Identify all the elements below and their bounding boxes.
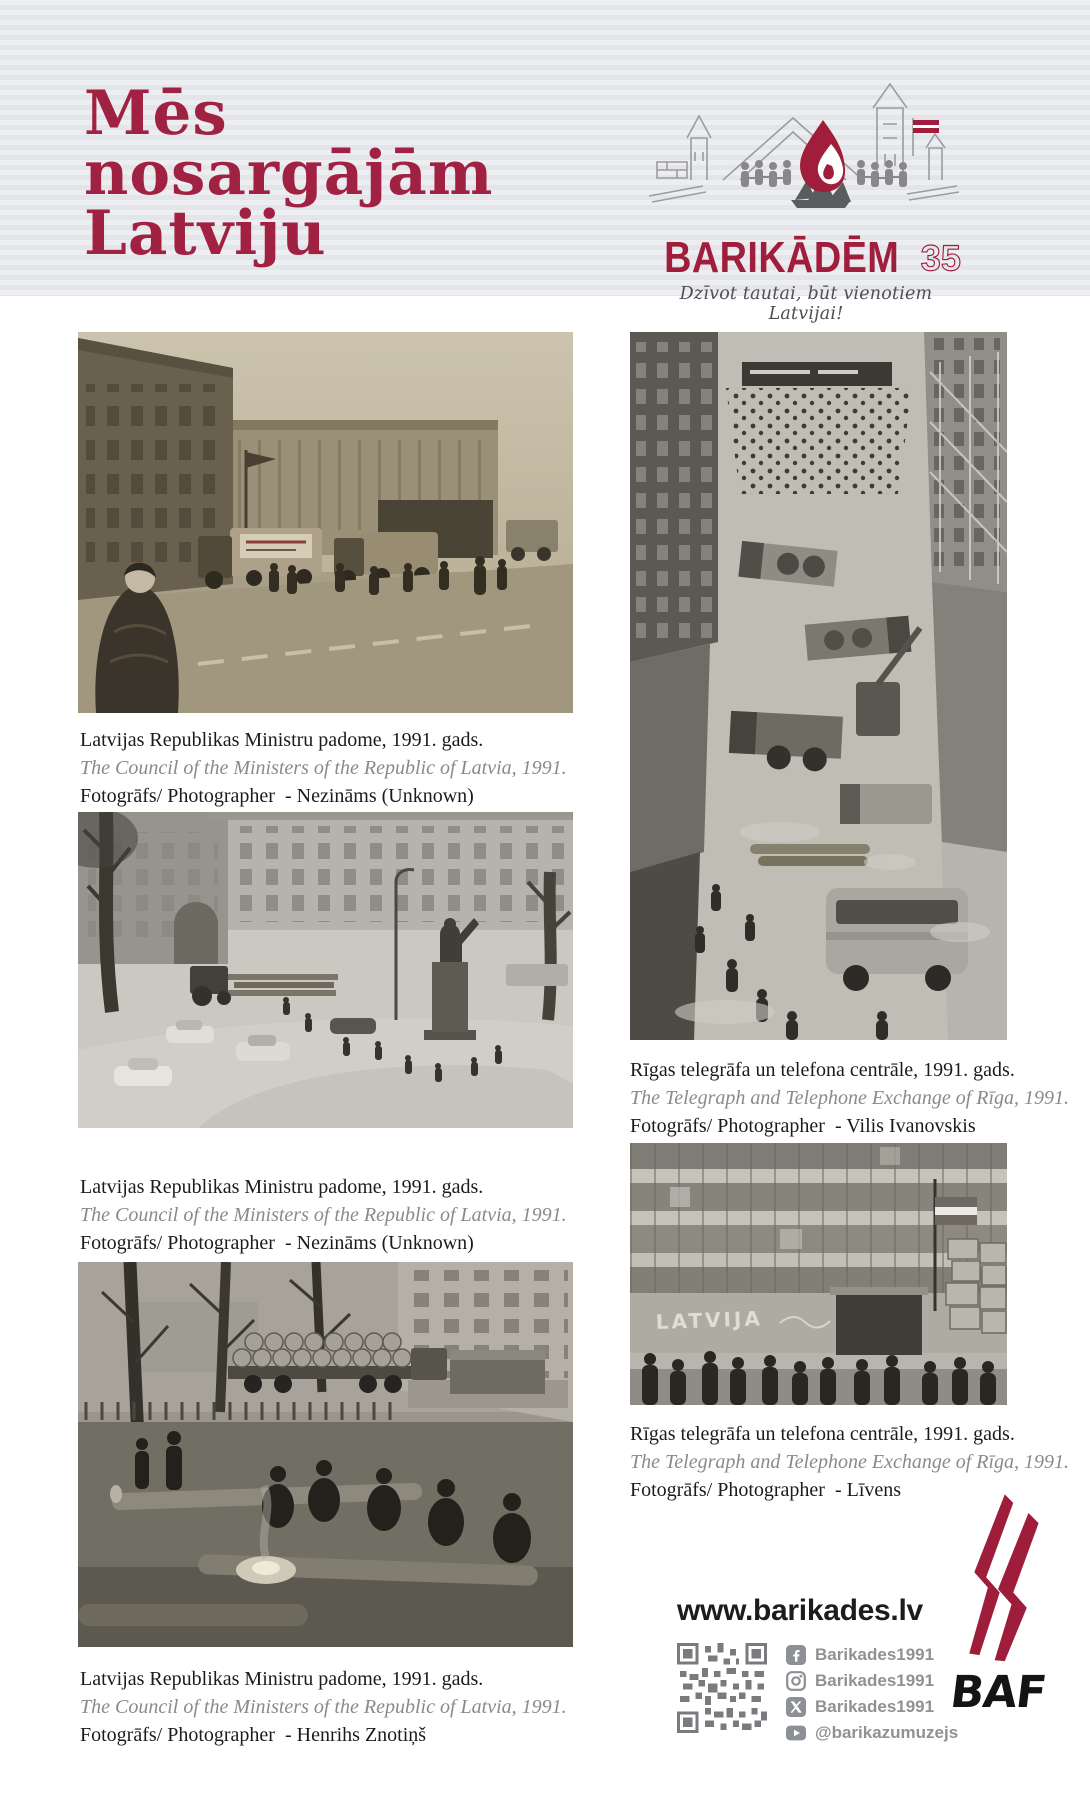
photo-telegraph-street bbox=[630, 332, 1007, 1040]
x-handle: Barikades1991 bbox=[815, 1697, 935, 1716]
banner bbox=[742, 362, 892, 386]
instagram-handle: Barikades1991 bbox=[815, 1671, 935, 1690]
caption-credit: Fotogrāfs/ Photographer - Vilis Ivanovskis bbox=[630, 1115, 976, 1137]
baf-flame-icon bbox=[954, 1484, 1042, 1674]
facebook-icon bbox=[786, 1645, 806, 1665]
caption-photo-1 bbox=[80, 726, 567, 810]
social-row-youtube bbox=[786, 1723, 958, 1743]
photo-ministry-square-art bbox=[78, 812, 573, 1128]
photo-telegraph-facade bbox=[630, 1143, 1007, 1405]
bonfire bbox=[791, 120, 851, 208]
entrance bbox=[830, 1287, 928, 1355]
photo-bonfire-camp-art bbox=[78, 1262, 573, 1647]
caption-en: The Council of the Ministers of the Republic of Latvia, 1991. bbox=[80, 1696, 567, 1718]
latvian-flag bbox=[913, 118, 939, 156]
caption-en: The Council of the Ministers of the Republic of Latvia, 1991. bbox=[80, 1204, 567, 1226]
caption-credit: Fotogrāfs/ Photographer - Henrihs Znotiņš bbox=[80, 1724, 427, 1746]
logo-illustration bbox=[645, 80, 967, 232]
youtube-icon bbox=[786, 1723, 806, 1743]
photo-ministry-trucks-art bbox=[78, 332, 573, 713]
facebook-handle: Barikades1991 bbox=[815, 1645, 935, 1664]
caption-lv: Latvijas Republikas Ministru padome, 1991. gads. bbox=[80, 729, 484, 751]
photo-telegraph-street-art bbox=[630, 332, 1007, 1040]
pavement bbox=[630, 1369, 1007, 1405]
caption-credit: Fotogrāfs/ Photographer - Līvens bbox=[630, 1479, 902, 1501]
instagram-icon bbox=[786, 1671, 806, 1691]
header-striped-band bbox=[0, 0, 1090, 324]
caption-photo-2 bbox=[80, 1173, 567, 1257]
caption-lv: Latvijas Republikas Ministru padome, 1991. gads. bbox=[80, 1176, 484, 1198]
qr-code bbox=[677, 1643, 767, 1733]
caption-credit: Fotogrāfs/ Photographer - Nezināms (Unknown) bbox=[80, 1232, 474, 1254]
social-row-x bbox=[786, 1697, 958, 1717]
graffiti-text: LATVIJA bbox=[655, 1306, 764, 1334]
website-url: www.barikades.lv bbox=[677, 1594, 923, 1627]
baf-wordmark: BAF bbox=[947, 1667, 1049, 1718]
logo-tagline: Dzīvot tautai, būt vienotiem Latvijai! bbox=[679, 284, 933, 324]
caption-en: The Telegraph and Telephone Exchange of Rīga, 1991. bbox=[630, 1087, 1070, 1109]
caption-photo-3 bbox=[80, 1665, 567, 1749]
baf-logo bbox=[946, 1484, 1050, 1716]
caption-photo-r1 bbox=[630, 1056, 1069, 1140]
caption-en: The Council of the Ministers of the Republic of Latvia, 1991. bbox=[80, 757, 567, 779]
crowd bbox=[726, 388, 912, 494]
logo-wordmark: BARIKĀDĒM bbox=[664, 233, 900, 282]
photo-telegraph-facade-art bbox=[630, 1143, 1007, 1405]
caption-en: The Telegraph and Telephone Exchange of Rīga, 1991. bbox=[630, 1451, 1070, 1473]
social-row-instagram bbox=[786, 1671, 958, 1691]
caption-lv: Rīgas telegrāfa un telefona centrāle, 1991. gads. bbox=[630, 1423, 1015, 1445]
logo-number-text: 35 bbox=[921, 237, 962, 279]
caption-lv: Latvijas Republikas Ministru padome, 1991. gads. bbox=[80, 1668, 484, 1690]
photo-ministry-trucks bbox=[78, 332, 573, 713]
x-twitter-icon bbox=[786, 1697, 806, 1717]
title-line-2: nosargājām bbox=[84, 138, 494, 209]
caption-credit: Fotogrāfs/ Photographer - Nezināms (Unknown) bbox=[80, 785, 474, 807]
caption-lv: Rīgas telegrāfa un telefona centrāle, 1991. gads. bbox=[630, 1059, 1015, 1081]
logo-number-35 bbox=[920, 232, 967, 280]
youtube-handle: @barikazumuzejs bbox=[815, 1723, 959, 1742]
title-line-3: Latviju bbox=[84, 198, 327, 269]
logo-wordmark-row bbox=[645, 232, 967, 280]
social-row-facebook bbox=[786, 1645, 958, 1665]
page-title bbox=[84, 78, 494, 269]
social-media-list bbox=[786, 1645, 958, 1743]
photo-ministry-square bbox=[78, 812, 573, 1128]
barikadem-35-logo bbox=[645, 80, 967, 324]
title-line-1: Mēs bbox=[84, 78, 228, 149]
photo-bonfire-camp bbox=[78, 1262, 573, 1647]
